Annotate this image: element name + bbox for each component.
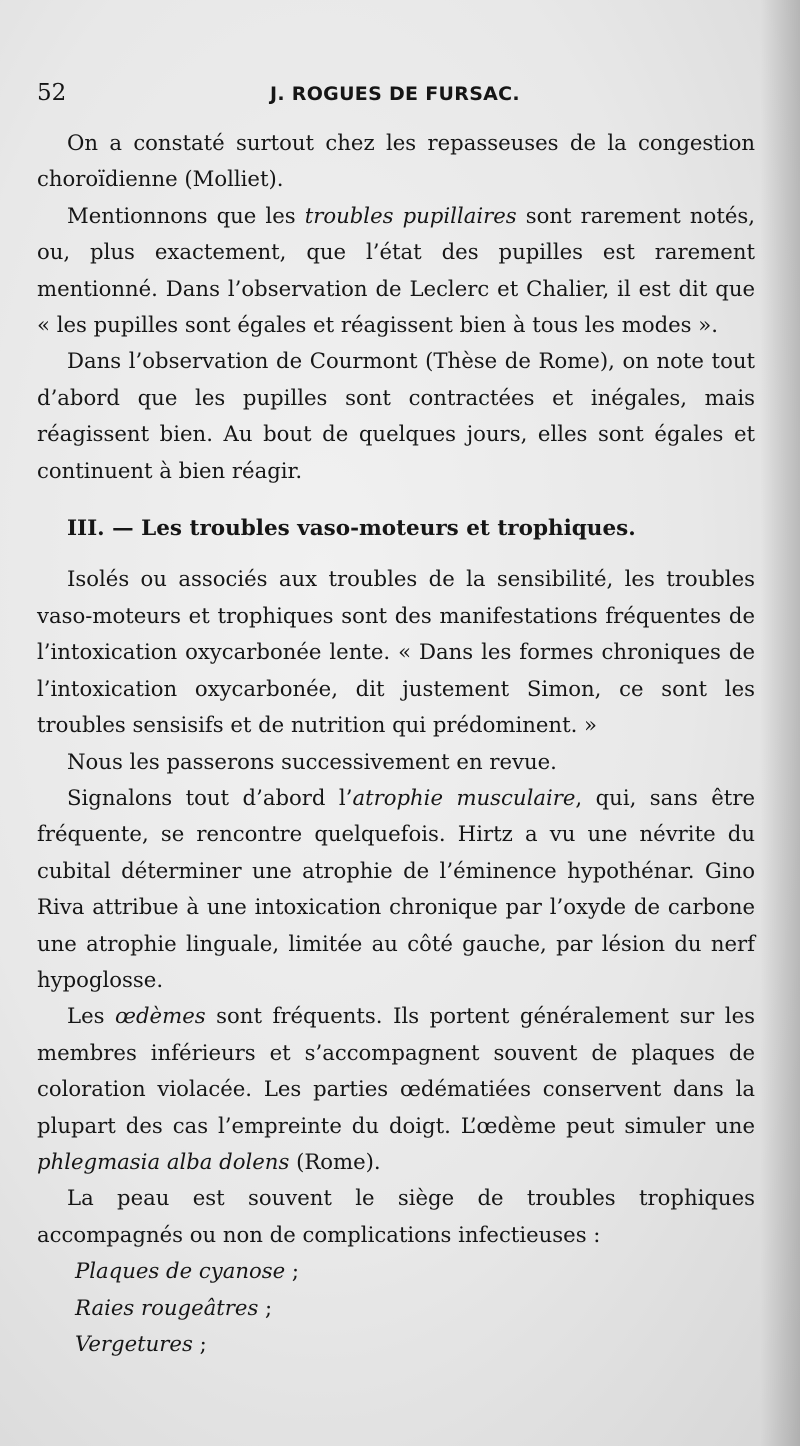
page-header	[37, 80, 750, 114]
paragraph: Nous les passerons successivement en revue.	[67, 748, 557, 774]
paragraph: Dans l’observation de Courmont (Thèse de Rome), on note tout d’abord que les pupilles sont contractées et inégales, mais réagissent bien. Au bout de quelques jours, elles sont égales et continuent à bien réagir.	[37, 348, 755, 483]
paragraph: Signalons tout d’abord l’atrophie musculaire, qui, sans être fréquente, se rencontre quelquefois. Hirtz a vu une névrite du cubital déterminer une atrophie de l’éminence hypothénar. Gino Riva attribue à une intoxication chronique par l’oxyde de carbone une atrophie linguale, limitée au côté gauche, par lésion du nerf hypoglosse.	[37, 784, 755, 992]
paragraph: Mentionnons que les troubles pupillaires sont rarement notés, ou, plus exactement, que l’état des pupilles est rarement mentionné. Dans l’observation de Leclerc et Chalier, il est dit que « les pupilles sont égales et réagissent bien à tous les modes ».	[37, 202, 755, 338]
paragraph: La peau est souvent le siège de troubles trophiques accompagnés ou non de complications infectieuses :	[37, 1185, 755, 1247]
running-head: J. ROGUES DE FURSAC.	[270, 83, 520, 105]
page-number: 52	[37, 80, 67, 106]
paragraph: Les œdèmes sont fréquents. Ils portent généralement sur les membres inférieurs et s’accompagnent souvent de plaques de coloration violacée. Les parties œdématiées conservent dans la plupart des cas l’empreinte du doigt. L’œdème peut simuler une phlegmasia alba dolens (Rome).	[37, 1003, 756, 1174]
paragraph: On a constaté surtout chez les repasseuses de la congestion choroïdienne (Molliet).	[37, 130, 755, 192]
body-text	[37, 125, 755, 1362]
list-item: Plaques de cyanose ;	[75, 1258, 300, 1284]
section-heading: III. — Les troubles vaso-moteurs et trophiques.	[67, 516, 636, 542]
list-item: Raies rougeâtres ;	[75, 1294, 273, 1320]
paragraph: Isolés ou associés aux troubles de la sensibilité, les troubles vaso-moteurs et trophiques sont des manifestations fréquentes de l’intoxication oxycarbonée lente. « Dans les formes chroniques de l’intoxication oxycarbonée, dit justement Simon, ce sont les troubles sensisifs et de nutrition qui prédominent. »	[37, 566, 755, 738]
list-item: Vergetures ;	[75, 1331, 207, 1356]
page-edge-shadow	[760, 0, 800, 1446]
